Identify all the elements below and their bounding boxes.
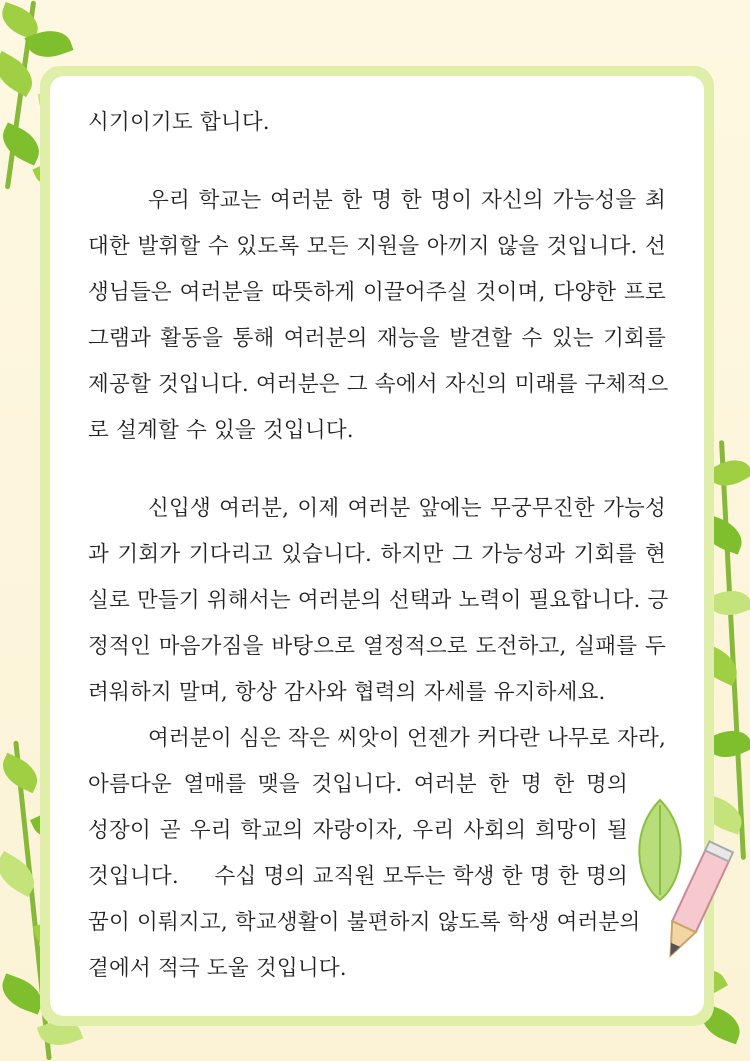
text-line: 생님들은 여러분을 따뜻하게 이끌어주실 것이며, 다양한 프로 (88, 280, 666, 305)
pencil-icon (630, 790, 750, 970)
text-line: 아름다운 열매를 맺을 것입니다. 여러분 한 명 한 명의 (88, 772, 628, 797)
text-line: 그램과 활동을 통해 여러분의 재능을 발견할 수 있는 기회를 (88, 326, 666, 351)
text-line: 시기이기도 합니다. (88, 110, 270, 135)
text-line: 성장이 곧 우리 학교의 자랑이자, 우리 사회의 희망이 될 (88, 818, 628, 843)
text-line: 실로 만들기 위해서는 여러분의 선택과 노력이 필요합니다. 긍 (88, 588, 669, 613)
leaf-icon (0, 51, 40, 97)
leaf-icon (0, 851, 42, 897)
text-line: 것입니다. 수십 명의 교직원 모두는 학생 한 명 한 명의 (88, 864, 628, 889)
letter-body (88, 100, 669, 992)
text-line: 로 설계할 수 있을 것입니다. (88, 418, 354, 443)
text-line: 우리 학교는 여러분 한 명 한 명이 자신의 가능성을 최 (148, 188, 666, 213)
text-line: 곁에서 적극 도울 것입니다. (88, 956, 347, 981)
leaf-icon (0, 753, 44, 793)
text-line: 과 기회가 기다리고 있습니다. 하지만 그 가능성과 기회를 현 (88, 542, 666, 567)
text-line: 꿈이 이뤄지고, 학교생활이 불편하지 않도록 학생 여러분의 (88, 910, 641, 935)
text-line: 려워하지 말며, 항상 감사와 협력의 자세를 유지하세요. (88, 680, 606, 705)
text-line: 신입생 여러분, 이제 여러분 앞에는 무궁무진한 가능성 (148, 496, 666, 521)
text-line: 대한 발휘할 수 있도록 모든 지원을 아끼지 않을 것입니다. 선 (88, 234, 666, 259)
text-line: 정적인 마음가짐을 바탕으로 열정적으로 도전하고, 실패를 두 (88, 634, 666, 659)
text-line: 제공할 것입니다. 여러분은 그 속에서 자신의 미래를 구체적으 (88, 372, 669, 397)
text-line: 여러분이 심은 작은 씨앗이 언젠가 커다란 나무로 자라, (148, 726, 666, 751)
